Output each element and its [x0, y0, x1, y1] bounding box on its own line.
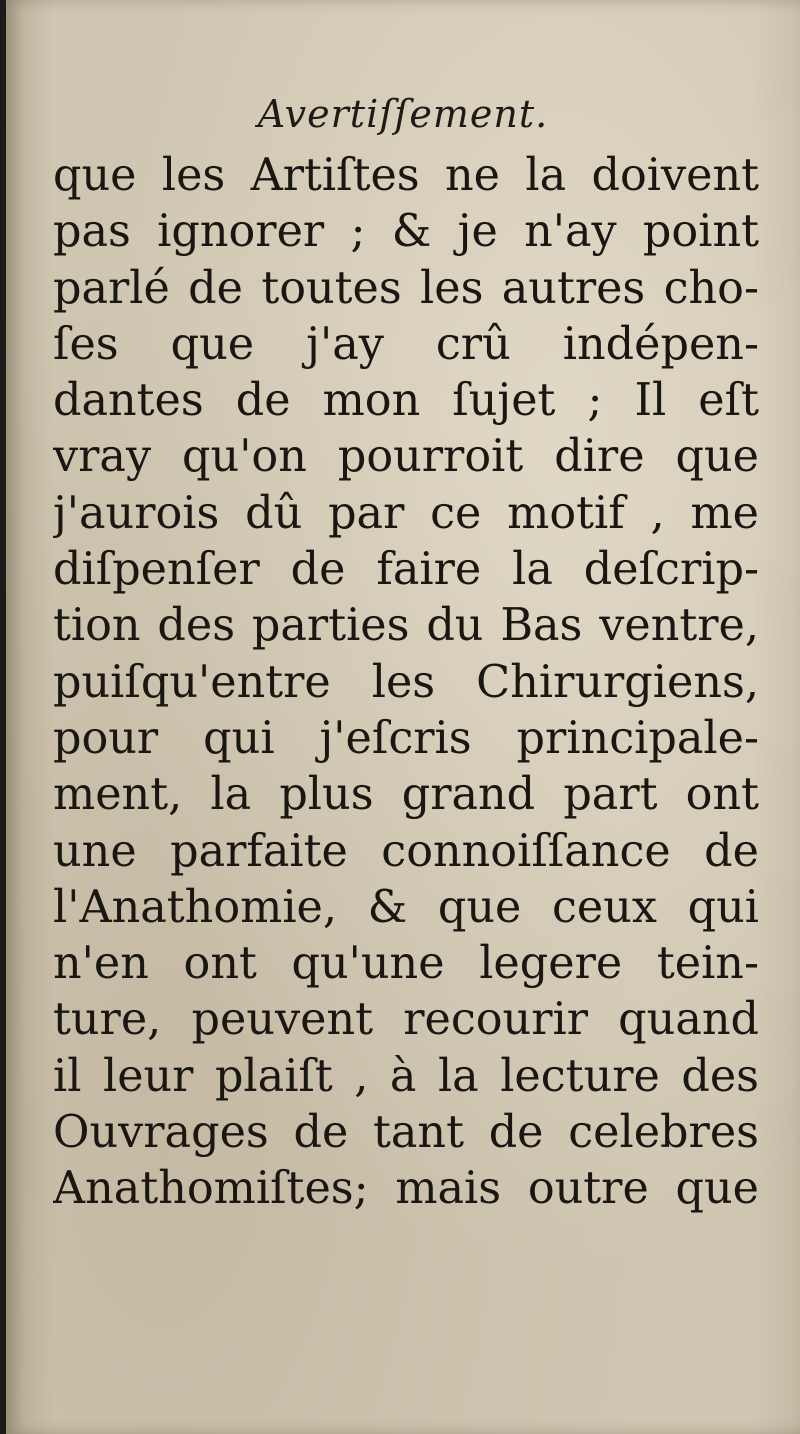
text-line: que les Artiſtes ne la doivent	[53, 150, 759, 201]
body-text	[53, 148, 759, 1218]
text-line: pas ignorer ; & je n'ay point	[53, 206, 759, 258]
text-line: l'Anathomie, & que ceux qui	[53, 881, 759, 933]
text-line: une parfaite connoiſſance de	[53, 825, 759, 877]
text-line: il leur plaiſt , à la lecture des	[53, 1050, 759, 1102]
text-line: n'en ont qu'une legere tein-	[53, 938, 759, 990]
text-line: tion des parties du Bas ventre,	[53, 600, 759, 652]
text-line: diſpenſer de faire la deſcrip-	[53, 544, 759, 596]
text-line: ment, la plus grand part ont	[53, 769, 759, 821]
text-line: ſes que j'ay crû indépen-	[53, 318, 759, 370]
text-line: Anathomiſtes; mais outre que	[53, 1163, 759, 1215]
text-line: Ouvrages de tant de celebres	[53, 1107, 759, 1159]
text-line: puiſqu'entre les Chirurgiens,	[53, 656, 759, 708]
text-line: parlé de toutes les autres cho-	[53, 262, 759, 314]
text-line: pour qui j'eſcris principale-	[53, 712, 759, 764]
text-line: j'aurois dû par ce motif , me	[53, 487, 759, 539]
running-head: Avertiſſement.	[257, 92, 549, 136]
text-line: vray qu'on pourroit dire que	[53, 431, 759, 483]
book-page	[6, 0, 800, 1434]
text-line: dantes de mon ſujet ; Il eſt	[53, 375, 759, 427]
text-line: ture, peuvent recourir quand	[53, 994, 759, 1046]
